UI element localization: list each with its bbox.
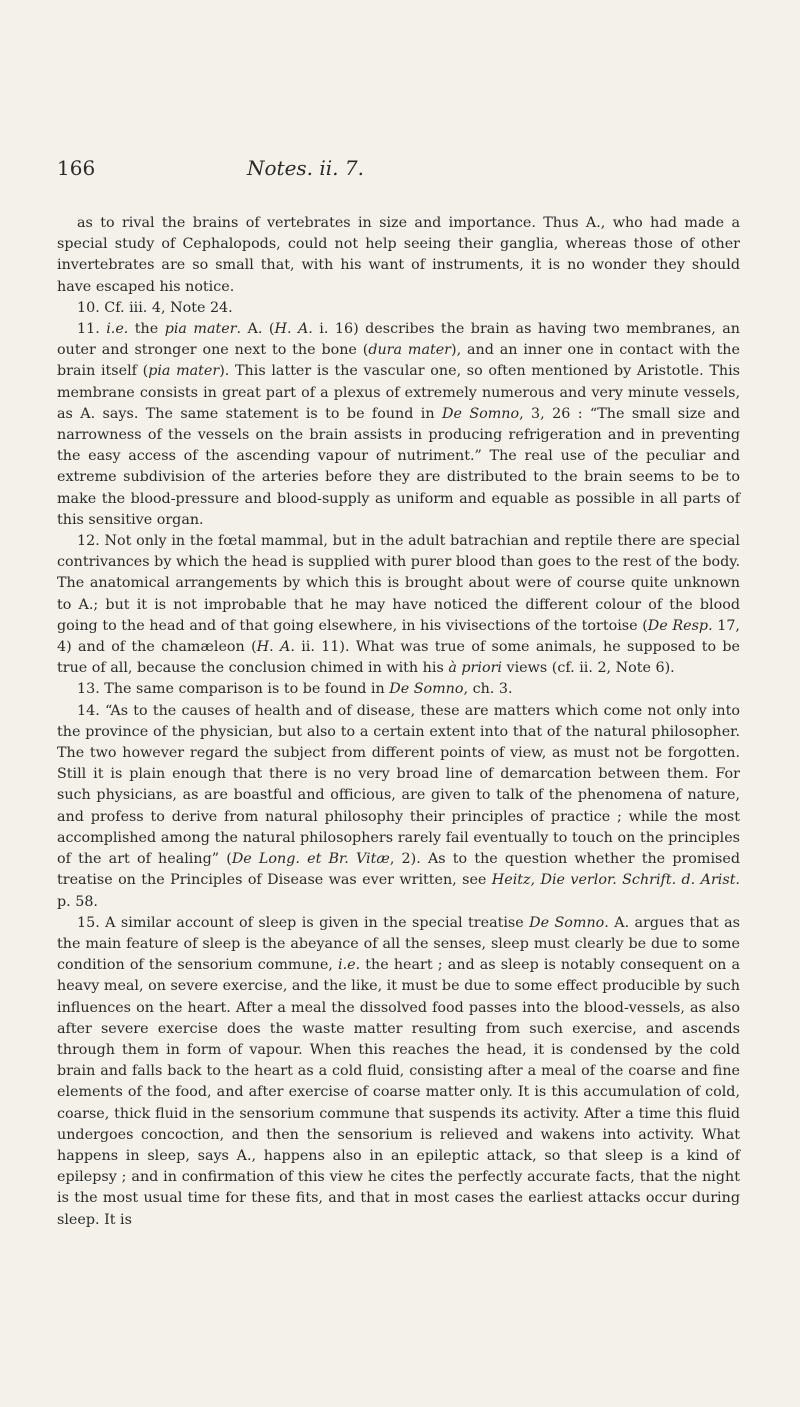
italic-text: dura mater [368,342,452,359]
paragraph-continuation [57,213,740,298]
note-13 [57,679,740,700]
text-run: the heart ; and as sleep is notably consequent on a heavy meal, on severe exercise, and the like, it must be due to some effect producible by such influences on the heart. After a meal the dissolved food passes into the blood-vessels, as also after severe exercise does the waste matter resulting from such exercise, and ascends through them in form of vapour. When this reaches the head, it is condensed by the cold brain and falls back to the heart as a cold fluid, consisting after a meal of the coarse and fine elements of the food, and after exercise of coarse matter only. It is this accumulation of cold, coarse, thick fluid in the sensorium commune that suspends its activity. After a time this fluid undergoes concoction, and then the sensorium is relieved and wakens into activity. What happens in sleep, says A., happens also in an epileptic attack, so that sleep is a kind of epilepsy ; and in confirmation of this view he cites the perfectly accurate facts, that the night is the most usual time for these fits, and that in most cases the earliest attacks occur during sleep. It is [57,957,741,1228]
italic-text: à priori [448,660,502,677]
text-run: as to rival the brains of vertebrates in size and importance. Thus A., who had made a special study of Cephalopods, could not help seeing their ganglia, whereas those of other invertebrates are so small that, with his want of instruments, it is no wonder they should have escaped his notice. [57,215,740,295]
text-run: 10. Cf. iii. 4, Note 24. [77,299,233,316]
note-10 [57,298,740,319]
italic-text: Heitz, Die verlor. Schrift. d. Arist. [491,872,740,889]
italic-text: H. A. [274,321,313,338]
text-run: . A. argues that as the main feature of sleep is the abeyance of all the senses, sleep must clearly be due to some condition of the sensorium commune, [57,914,740,974]
page-header [57,156,740,186]
text-run: 17, 4) and of the chamæleon ( [57,617,740,656]
italic-text: i.e. [106,321,129,338]
italic-text: i.e. [338,957,361,974]
page-number: 166 [57,156,96,180]
italic-text: H. A. [256,639,295,656]
note-15 [57,913,740,1231]
text-run: , ch. 3. [463,681,513,698]
notes-body [57,213,740,1231]
text-run: , 2). As to the question whether the promised treatise on the Principles of Disease was ever written, see [57,851,740,889]
text-run: the [128,321,165,338]
text-run: , 3, 26 : “The small size and narrowness of the vessels on the brain assists in producing refrigeration and in preventing the easy access of the ascending vapour of nutriment.” The real use of the peculiar and extreme subdivision of the arteries before they are distributed to the brain seems to be to make the blood-pressure and blood-supply as uniform and equable as possible in all parts of this sensitive organ. [57,405,740,528]
text-run: p. 58. [57,893,98,910]
italic-text: De Somno [389,681,464,698]
note-12 [57,531,740,679]
note-11 [57,319,740,531]
text-run: i. 16) describes the brain as having two membranes, an outer and stronger one next to the bone ( [57,321,740,359]
italic-text: De Somno [442,405,520,422]
running-head: Notes. ii. 7. [247,156,364,180]
text-run: 14. “As to the causes of health and of disease, these are matters which come not only into the province of the physician, but also to a certain extent into that of the natural philosopher. The two however regard the subject from different points of view, as must not be forgotten. Still it is plain enough that there is no very broad line of demarcation between them. For such physicians, as are boastful and officious, are given to talk of the phenomena of nature, and profess to derive from natural philosophy their principles of practice ; while the most accomplished among the natural philosophers rarely fail eventually to touch on the principles of the art of healing” ( [57,702,740,868]
text-run: 11. [77,321,107,338]
text-run: . A. ( [236,321,275,338]
italic-text: De Resp. [647,617,713,634]
italic-text: De Somno [529,914,605,931]
note-14 [57,701,740,913]
text-run: ii. 11). What was true of some animals, he supposed to be true of all, because the conclusion chimed in with his [57,639,741,677]
text-run: ), and an inner one in contact with the brain itself ( [57,342,740,380]
italic-text: De Long. et Br. Vitæ [231,851,390,868]
text-run: ). This latter is the vascular one, so often mentioned by Aristotle. This membrane consists in great part of a plexus of extremely numerous and very minute vessels, as A. says. The same statement is to be found in [57,363,740,422]
text-run: 15. A similar account of sleep is given in the special treatise [77,914,530,931]
text-run: views (cf. ii. 2, Note 6). [501,660,675,677]
text-run: 12. Not only in the fœtal mammal, but in the adult batrachian and reptile there are special contrivances by which the head is supplied with purer blood than goes to the rest of the body. The anatomical arrangements by which this is brought about were of course quite unknown to A.; but it is not improbable that he may have noticed the different colour of the blood going to the head and of that going elsewhere, in his vivisections of the tortoise ( [57,533,740,634]
italic-text: pia mater [148,363,220,380]
italic-text: pia mater [164,321,237,338]
text-run: 13. The same comparison is to be found in [77,681,390,698]
